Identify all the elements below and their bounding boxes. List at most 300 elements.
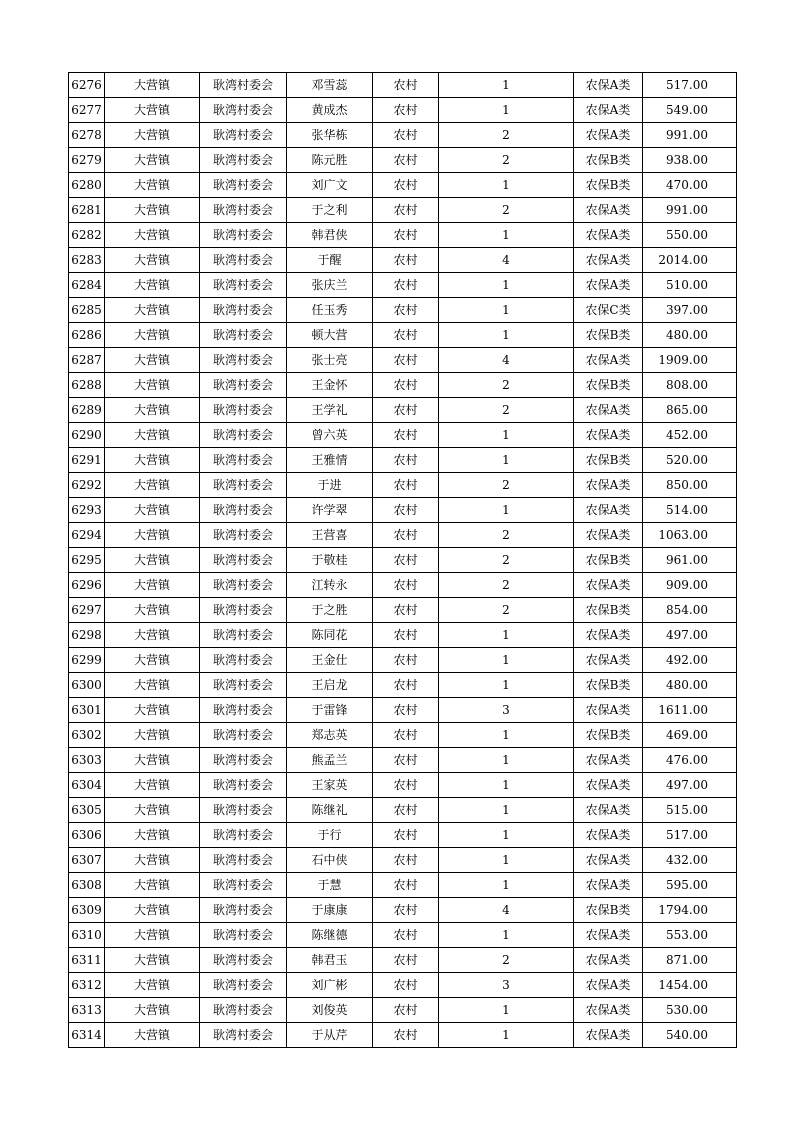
cell-insurance-category: 农保A类: [574, 523, 643, 548]
cell-insurance-category: 农保A类: [574, 823, 643, 848]
cell-village-committee: 耿湾村委会: [200, 723, 287, 748]
cell-town: 大营镇: [105, 148, 200, 173]
cell-town: 大营镇: [105, 473, 200, 498]
cell-town: 大营镇: [105, 423, 200, 448]
cell-name: 于雷锋: [287, 698, 373, 723]
cell-amount: 991.00: [643, 123, 737, 148]
cell-amount: 517.00: [643, 73, 737, 98]
cell-amount: 553.00: [643, 923, 737, 948]
cell-village-committee: 耿湾村委会: [200, 323, 287, 348]
cell-town: 大营镇: [105, 648, 200, 673]
cell-village-committee: 耿湾村委会: [200, 448, 287, 473]
cell-insurance-category: 农保B类: [574, 898, 643, 923]
cell-name: 于从芹: [287, 1023, 373, 1048]
cell-row-number: 6282: [69, 223, 105, 248]
table-row: [69, 673, 737, 698]
cell-village-committee: 耿湾村委会: [200, 198, 287, 223]
table-row: [69, 1023, 737, 1048]
table-row: [69, 548, 737, 573]
cell-amount: 452.00: [643, 423, 737, 448]
cell-household-type: 农村: [373, 548, 439, 573]
cell-amount: 480.00: [643, 673, 737, 698]
cell-household-size: 1: [439, 73, 574, 98]
cell-household-size: 1: [439, 1023, 574, 1048]
cell-town: 大营镇: [105, 373, 200, 398]
cell-town: 大营镇: [105, 898, 200, 923]
cell-name: 熊孟兰: [287, 748, 373, 773]
cell-village-committee: 耿湾村委会: [200, 823, 287, 848]
cell-insurance-category: 农保A类: [574, 923, 643, 948]
table-row: [69, 973, 737, 998]
cell-village-committee: 耿湾村委会: [200, 548, 287, 573]
cell-insurance-category: 农保A类: [574, 198, 643, 223]
cell-household-size: 1: [439, 723, 574, 748]
cell-town: 大营镇: [105, 398, 200, 423]
cell-household-size: 1: [439, 423, 574, 448]
cell-name: 张华栋: [287, 123, 373, 148]
cell-name: 江转永: [287, 573, 373, 598]
cell-town: 大营镇: [105, 673, 200, 698]
cell-insurance-category: 农保B类: [574, 373, 643, 398]
cell-village-committee: 耿湾村委会: [200, 648, 287, 673]
cell-town: 大营镇: [105, 998, 200, 1023]
cell-town: 大营镇: [105, 598, 200, 623]
cell-name: 于之利: [287, 198, 373, 223]
cell-household-type: 农村: [373, 748, 439, 773]
cell-insurance-category: 农保A类: [574, 98, 643, 123]
cell-amount: 991.00: [643, 198, 737, 223]
cell-household-type: 农村: [373, 123, 439, 148]
cell-household-size: 2: [439, 123, 574, 148]
cell-household-size: 1: [439, 448, 574, 473]
cell-insurance-category: 农保A类: [574, 998, 643, 1023]
cell-town: 大营镇: [105, 748, 200, 773]
cell-insurance-category: 农保B类: [574, 173, 643, 198]
table-row: [69, 848, 737, 873]
table-row: [69, 473, 737, 498]
cell-name: 于进: [287, 473, 373, 498]
cell-name: 陈继德: [287, 923, 373, 948]
cell-row-number: 6286: [69, 323, 105, 348]
cell-amount: 492.00: [643, 648, 737, 673]
cell-household-type: 农村: [373, 448, 439, 473]
cell-name: 张庆兰: [287, 273, 373, 298]
cell-name: 王金怀: [287, 373, 373, 398]
cell-town: 大营镇: [105, 348, 200, 373]
table-row: [69, 823, 737, 848]
cell-name: 陈继礼: [287, 798, 373, 823]
cell-village-committee: 耿湾村委会: [200, 523, 287, 548]
cell-household-size: 2: [439, 548, 574, 573]
cell-amount: 1909.00: [643, 348, 737, 373]
cell-village-committee: 耿湾村委会: [200, 298, 287, 323]
cell-row-number: 6294: [69, 523, 105, 548]
cell-amount: 2014.00: [643, 248, 737, 273]
cell-household-type: 农村: [373, 673, 439, 698]
cell-row-number: 6279: [69, 148, 105, 173]
cell-name: 刘俊英: [287, 998, 373, 1023]
cell-row-number: 6314: [69, 1023, 105, 1048]
cell-village-committee: 耿湾村委会: [200, 1023, 287, 1048]
cell-insurance-category: 农保C类: [574, 298, 643, 323]
cell-household-type: 农村: [373, 648, 439, 673]
cell-amount: 397.00: [643, 298, 737, 323]
cell-amount: 510.00: [643, 273, 737, 298]
cell-village-committee: 耿湾村委会: [200, 173, 287, 198]
cell-household-size: 4: [439, 248, 574, 273]
cell-insurance-category: 农保A类: [574, 948, 643, 973]
cell-row-number: 6276: [69, 73, 105, 98]
cell-household-size: 1: [439, 623, 574, 648]
cell-household-size: 1: [439, 98, 574, 123]
cell-row-number: 6287: [69, 348, 105, 373]
cell-village-committee: 耿湾村委会: [200, 623, 287, 648]
cell-household-type: 农村: [373, 898, 439, 923]
table-row: [69, 748, 737, 773]
table-row: [69, 198, 737, 223]
cell-row-number: 6278: [69, 123, 105, 148]
cell-household-size: 4: [439, 898, 574, 923]
cell-town: 大营镇: [105, 823, 200, 848]
cell-household-type: 农村: [373, 273, 439, 298]
cell-household-size: 1: [439, 873, 574, 898]
cell-name: 于敬桂: [287, 548, 373, 573]
cell-amount: 595.00: [643, 873, 737, 898]
cell-village-committee: 耿湾村委会: [200, 473, 287, 498]
table-row: [69, 98, 737, 123]
table-row: [69, 723, 737, 748]
cell-insurance-category: 农保A类: [574, 623, 643, 648]
cell-household-size: 1: [439, 273, 574, 298]
cell-name: 郑志英: [287, 723, 373, 748]
cell-household-type: 农村: [373, 248, 439, 273]
table-row: [69, 523, 737, 548]
cell-amount: 1611.00: [643, 698, 737, 723]
cell-town: 大营镇: [105, 1023, 200, 1048]
cell-village-committee: 耿湾村委会: [200, 98, 287, 123]
table-row: [69, 223, 737, 248]
cell-village-committee: 耿湾村委会: [200, 398, 287, 423]
table-row: [69, 898, 737, 923]
cell-town: 大营镇: [105, 173, 200, 198]
cell-insurance-category: 农保A类: [574, 648, 643, 673]
cell-household-size: 1: [439, 648, 574, 673]
cell-name: 陈同花: [287, 623, 373, 648]
table-row: [69, 598, 737, 623]
cell-insurance-category: 农保B类: [574, 323, 643, 348]
cell-amount: 938.00: [643, 148, 737, 173]
cell-household-type: 农村: [373, 573, 439, 598]
cell-insurance-category: 农保A类: [574, 773, 643, 798]
cell-household-size: 1: [439, 323, 574, 348]
cell-row-number: 6283: [69, 248, 105, 273]
cell-village-committee: 耿湾村委会: [200, 423, 287, 448]
cell-amount: 865.00: [643, 398, 737, 423]
cell-name: 刘广彬: [287, 973, 373, 998]
cell-row-number: 6281: [69, 198, 105, 223]
cell-town: 大营镇: [105, 323, 200, 348]
cell-name: 邓雪蕊: [287, 73, 373, 98]
cell-amount: 480.00: [643, 323, 737, 348]
cell-household-size: 1: [439, 773, 574, 798]
cell-name: 张士亮: [287, 348, 373, 373]
table-row: [69, 273, 737, 298]
cell-household-type: 农村: [373, 998, 439, 1023]
cell-village-committee: 耿湾村委会: [200, 923, 287, 948]
table-row: [69, 698, 737, 723]
cell-village-committee: 耿湾村委会: [200, 348, 287, 373]
cell-insurance-category: 农保B类: [574, 548, 643, 573]
cell-name: 王营喜: [287, 523, 373, 548]
cell-amount: 909.00: [643, 573, 737, 598]
cell-amount: 871.00: [643, 948, 737, 973]
cell-insurance-category: 农保B类: [574, 598, 643, 623]
cell-household-type: 农村: [373, 398, 439, 423]
table-row: [69, 248, 737, 273]
cell-row-number: 6296: [69, 573, 105, 598]
cell-household-type: 农村: [373, 948, 439, 973]
cell-row-number: 6289: [69, 398, 105, 423]
cell-village-committee: 耿湾村委会: [200, 873, 287, 898]
cell-household-type: 农村: [373, 498, 439, 523]
table-body: [69, 73, 737, 1048]
cell-amount: 517.00: [643, 823, 737, 848]
cell-household-size: 2: [439, 148, 574, 173]
cell-row-number: 6311: [69, 948, 105, 973]
cell-name: 任玉秀: [287, 298, 373, 323]
cell-household-type: 农村: [373, 698, 439, 723]
cell-household-type: 农村: [373, 348, 439, 373]
cell-household-type: 农村: [373, 523, 439, 548]
cell-name: 于慧: [287, 873, 373, 898]
cell-town: 大营镇: [105, 73, 200, 98]
cell-row-number: 6309: [69, 898, 105, 923]
cell-household-type: 农村: [373, 298, 439, 323]
cell-row-number: 6305: [69, 798, 105, 823]
cell-name: 石中侠: [287, 848, 373, 873]
table-row: [69, 148, 737, 173]
cell-amount: 497.00: [643, 623, 737, 648]
cell-household-type: 农村: [373, 323, 439, 348]
cell-village-committee: 耿湾村委会: [200, 948, 287, 973]
cell-insurance-category: 农保A类: [574, 1023, 643, 1048]
cell-village-committee: 耿湾村委会: [200, 848, 287, 873]
cell-row-number: 6298: [69, 623, 105, 648]
cell-town: 大营镇: [105, 798, 200, 823]
cell-insurance-category: 农保B类: [574, 723, 643, 748]
cell-town: 大营镇: [105, 773, 200, 798]
cell-amount: 961.00: [643, 548, 737, 573]
cell-insurance-category: 农保B类: [574, 148, 643, 173]
cell-row-number: 6292: [69, 473, 105, 498]
cell-amount: 540.00: [643, 1023, 737, 1048]
cell-insurance-category: 农保B类: [574, 673, 643, 698]
cell-household-size: 3: [439, 973, 574, 998]
cell-household-size: 1: [439, 673, 574, 698]
cell-town: 大营镇: [105, 923, 200, 948]
cell-row-number: 6295: [69, 548, 105, 573]
cell-insurance-category: 农保A类: [574, 273, 643, 298]
cell-household-size: 1: [439, 848, 574, 873]
cell-insurance-category: 农保A类: [574, 798, 643, 823]
cell-name: 许学翠: [287, 498, 373, 523]
table-row: [69, 173, 737, 198]
cell-insurance-category: 农保A类: [574, 398, 643, 423]
cell-village-committee: 耿湾村委会: [200, 73, 287, 98]
table-row: [69, 448, 737, 473]
table-row: [69, 623, 737, 648]
cell-household-size: 2: [439, 198, 574, 223]
cell-amount: 470.00: [643, 173, 737, 198]
cell-amount: 808.00: [643, 373, 737, 398]
cell-household-size: 1: [439, 298, 574, 323]
cell-household-size: 2: [439, 523, 574, 548]
table-row: [69, 123, 737, 148]
cell-row-number: 6284: [69, 273, 105, 298]
cell-household-size: 1: [439, 498, 574, 523]
cell-town: 大营镇: [105, 123, 200, 148]
cell-town: 大营镇: [105, 548, 200, 573]
cell-village-committee: 耿湾村委会: [200, 498, 287, 523]
cell-household-type: 农村: [373, 848, 439, 873]
cell-row-number: 6304: [69, 773, 105, 798]
table-row: [69, 498, 737, 523]
cell-household-type: 农村: [373, 873, 439, 898]
cell-town: 大营镇: [105, 498, 200, 523]
cell-town: 大营镇: [105, 223, 200, 248]
cell-insurance-category: 农保A类: [574, 423, 643, 448]
cell-insurance-category: 农保A类: [574, 573, 643, 598]
cell-village-committee: 耿湾村委会: [200, 998, 287, 1023]
cell-household-size: 2: [439, 948, 574, 973]
cell-row-number: 6306: [69, 823, 105, 848]
cell-name: 王家英: [287, 773, 373, 798]
cell-household-size: 1: [439, 223, 574, 248]
cell-household-type: 农村: [373, 923, 439, 948]
cell-row-number: 6301: [69, 698, 105, 723]
cell-village-committee: 耿湾村委会: [200, 148, 287, 173]
cell-insurance-category: 农保B类: [574, 448, 643, 473]
cell-household-type: 农村: [373, 148, 439, 173]
cell-insurance-category: 农保A类: [574, 348, 643, 373]
cell-name: 于醒: [287, 248, 373, 273]
cell-village-committee: 耿湾村委会: [200, 798, 287, 823]
cell-row-number: 6290: [69, 423, 105, 448]
cell-town: 大营镇: [105, 873, 200, 898]
table-row: [69, 923, 737, 948]
cell-village-committee: 耿湾村委会: [200, 698, 287, 723]
cell-name: 于行: [287, 823, 373, 848]
cell-household-type: 农村: [373, 198, 439, 223]
table-row: [69, 298, 737, 323]
cell-row-number: 6312: [69, 973, 105, 998]
cell-name: 韩君玉: [287, 948, 373, 973]
cell-name: 王金仕: [287, 648, 373, 673]
table-row: [69, 348, 737, 373]
cell-amount: 1794.00: [643, 898, 737, 923]
cell-amount: 550.00: [643, 223, 737, 248]
cell-insurance-category: 农保A类: [574, 223, 643, 248]
cell-household-type: 农村: [373, 98, 439, 123]
cell-household-size: 3: [439, 698, 574, 723]
cell-household-type: 农村: [373, 173, 439, 198]
table-row: [69, 398, 737, 423]
cell-amount: 469.00: [643, 723, 737, 748]
cell-row-number: 6291: [69, 448, 105, 473]
cell-town: 大营镇: [105, 848, 200, 873]
cell-name: 韩君侠: [287, 223, 373, 248]
cell-household-type: 农村: [373, 798, 439, 823]
cell-name: 王学礼: [287, 398, 373, 423]
table-row: [69, 873, 737, 898]
cell-household-size: 1: [439, 798, 574, 823]
cell-household-type: 农村: [373, 73, 439, 98]
cell-household-size: 2: [439, 398, 574, 423]
cell-household-type: 农村: [373, 473, 439, 498]
cell-amount: 497.00: [643, 773, 737, 798]
cell-row-number: 6310: [69, 923, 105, 948]
cell-amount: 515.00: [643, 798, 737, 823]
cell-household-type: 农村: [373, 973, 439, 998]
cell-name: 刘广文: [287, 173, 373, 198]
cell-row-number: 6288: [69, 373, 105, 398]
cell-household-type: 农村: [373, 223, 439, 248]
cell-town: 大营镇: [105, 723, 200, 748]
cell-name: 于康康: [287, 898, 373, 923]
cell-town: 大营镇: [105, 248, 200, 273]
cell-row-number: 6285: [69, 298, 105, 323]
table-row: [69, 323, 737, 348]
cell-insurance-category: 农保A类: [574, 848, 643, 873]
cell-village-committee: 耿湾村委会: [200, 773, 287, 798]
cell-amount: 1454.00: [643, 973, 737, 998]
cell-insurance-category: 农保A类: [574, 123, 643, 148]
table-row: [69, 773, 737, 798]
cell-household-size: 2: [439, 373, 574, 398]
cell-amount: 432.00: [643, 848, 737, 873]
cell-row-number: 6308: [69, 873, 105, 898]
cell-household-size: 1: [439, 748, 574, 773]
cell-household-type: 农村: [373, 723, 439, 748]
cell-village-committee: 耿湾村委会: [200, 223, 287, 248]
cell-name: 黄成杰: [287, 98, 373, 123]
cell-amount: 850.00: [643, 473, 737, 498]
cell-household-type: 农村: [373, 598, 439, 623]
cell-household-size: 1: [439, 923, 574, 948]
cell-village-committee: 耿湾村委会: [200, 123, 287, 148]
cell-amount: 854.00: [643, 598, 737, 623]
cell-village-committee: 耿湾村委会: [200, 373, 287, 398]
cell-town: 大营镇: [105, 973, 200, 998]
cell-row-number: 6302: [69, 723, 105, 748]
cell-town: 大营镇: [105, 298, 200, 323]
cell-village-committee: 耿湾村委会: [200, 973, 287, 998]
cell-household-size: 1: [439, 823, 574, 848]
cell-town: 大营镇: [105, 98, 200, 123]
cell-row-number: 6307: [69, 848, 105, 873]
cell-amount: 476.00: [643, 748, 737, 773]
table-row: [69, 998, 737, 1023]
cell-name: 陈元胜: [287, 148, 373, 173]
cell-row-number: 6299: [69, 648, 105, 673]
cell-village-committee: 耿湾村委会: [200, 898, 287, 923]
cell-village-committee: 耿湾村委会: [200, 598, 287, 623]
cell-row-number: 6300: [69, 673, 105, 698]
cell-household-type: 农村: [373, 373, 439, 398]
cell-row-number: 6303: [69, 748, 105, 773]
cell-amount: 530.00: [643, 998, 737, 1023]
cell-town: 大营镇: [105, 623, 200, 648]
